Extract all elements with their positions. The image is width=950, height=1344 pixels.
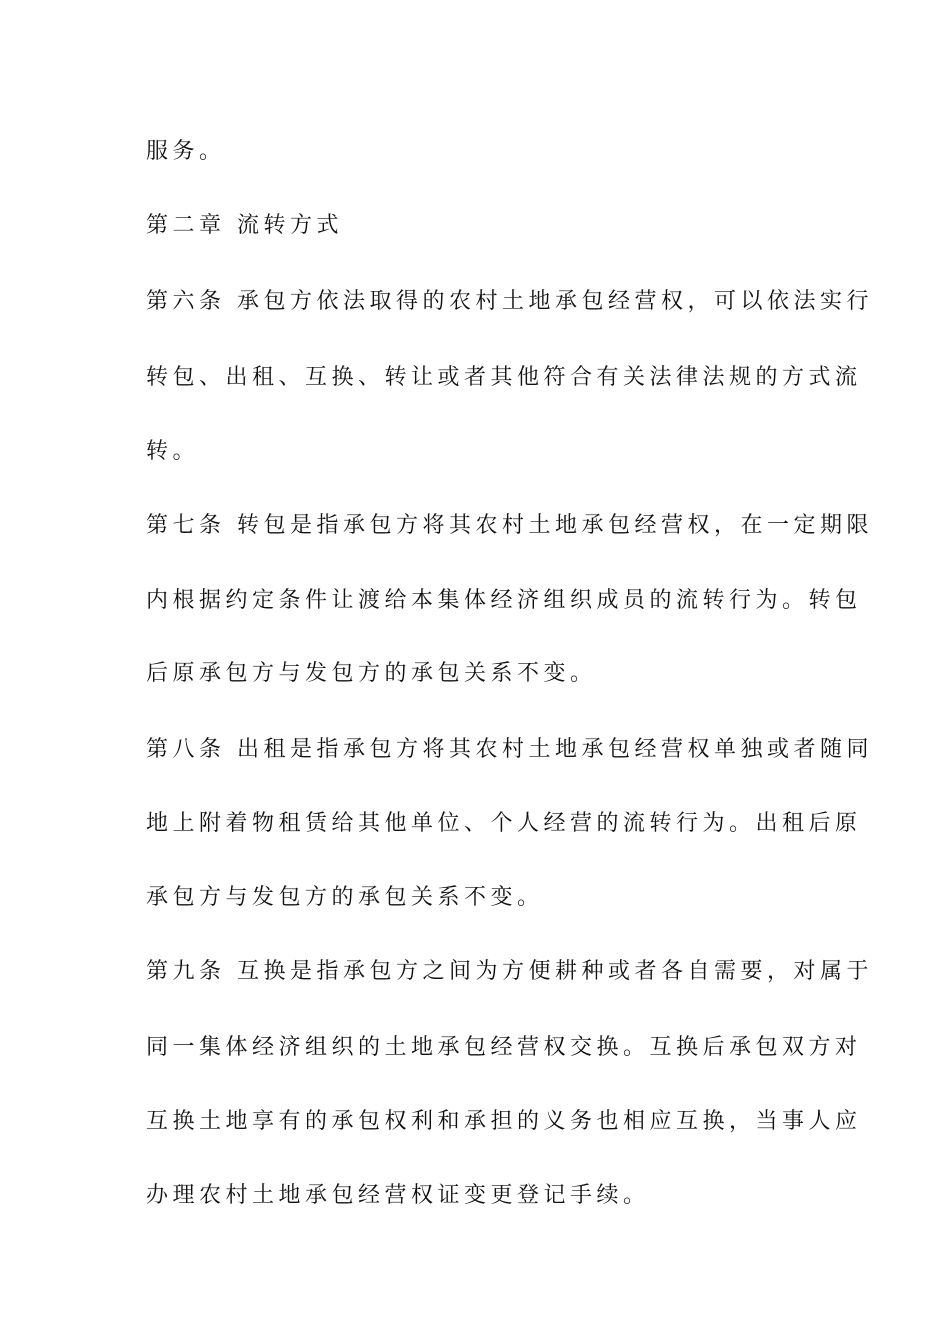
text-line: 转。 [146, 439, 200, 464]
text-line: 承包方与发包方的承包关系不变。 [146, 885, 544, 910]
text-line: 同一集体经济组织的土地承包经营权交换。互换后承包双方对 [146, 1035, 862, 1060]
text-line: 第八条 出租是指承包方将其农村土地承包经营权单独或者随同 [146, 737, 873, 762]
text-line: 办理农村土地承包经营权证变更登记手续。 [146, 1183, 650, 1208]
text-line: 第六条 承包方依法取得的农村土地承包经营权，可以依法实行 [146, 289, 873, 314]
text-line: 服务。 [146, 139, 226, 164]
text-line: 第九条 互换是指承包方之间为方便耕种或者各自需要，对属于 [146, 959, 873, 984]
text-line: 第七条 转包是指承包方将其农村土地承包经营权，在一定期限 [146, 513, 873, 538]
text-line: 内根据约定条件让渡给本集体经济组织成员的流转行为。转包 [146, 588, 862, 613]
text-line: 互换土地享有的承包权利和承担的义务也相应互换，当事人应 [146, 1109, 862, 1134]
text-line: 转包、出租、互换、转让或者其他符合有关法律法规的方式流 [146, 365, 862, 390]
text-line: 地上附着物租赁给其他单位、个人经营的流转行为。出租后原 [146, 811, 862, 836]
chapter-heading: 第二章 流转方式 [146, 213, 343, 238]
text-line: 后原承包方与发包方的承包关系不变。 [146, 661, 597, 686]
